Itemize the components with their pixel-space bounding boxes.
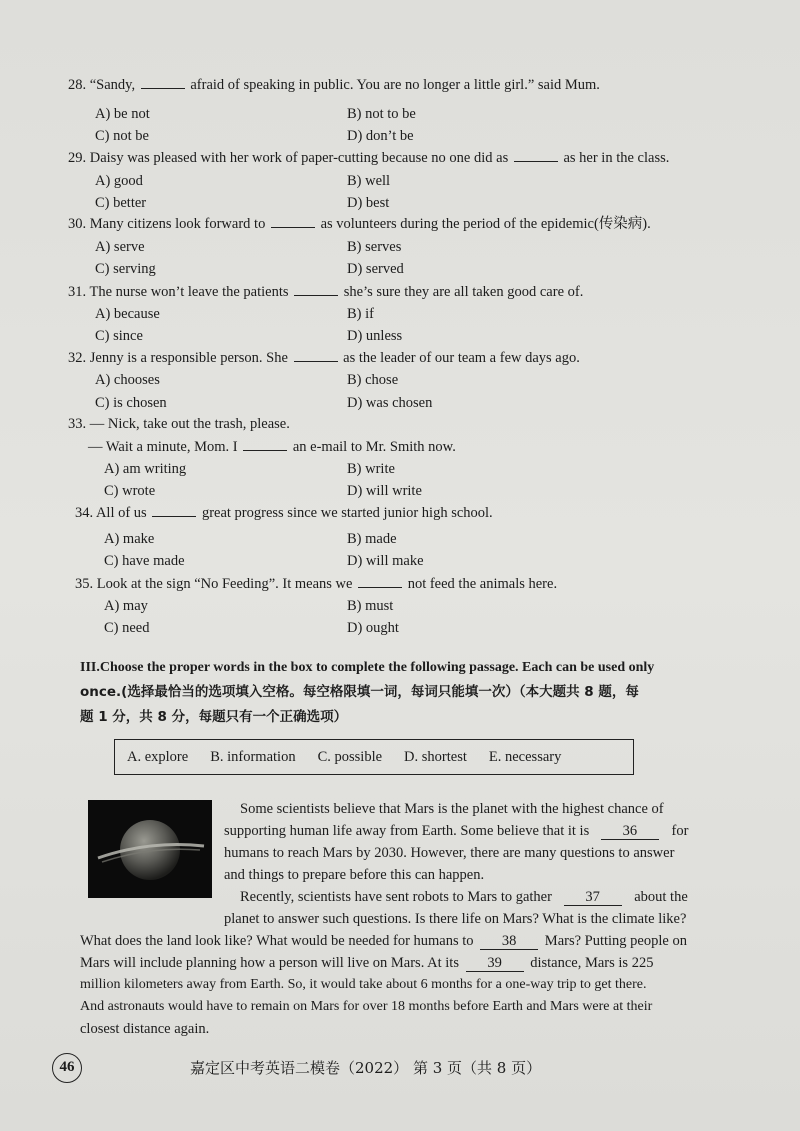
option-c: C) need [104,620,150,636]
option-c: C) since [95,328,143,344]
passage-line: Some scientists believe that Mars is the planet with the highest chance of [240,801,664,817]
question-text: an e-mail to Mr. Smith now. [289,439,456,455]
passage-text: Mars will include planning how a person will live on Mars. At its [80,955,459,971]
passage-text: Recently, scientists have sent robots to Mars to gather [240,889,552,905]
option-d: D) don’t be [347,128,414,144]
mars-planet-image [88,800,212,898]
word-box [114,739,634,775]
question-text: 29. Daisy was pleased with her work of paper-cutting because no one did as [68,150,512,166]
option-d: D) unless [347,328,403,344]
planet-illustration [88,800,212,898]
question-29 [68,149,669,167]
passage-text: What does the land look like? What would be needed for humans to [80,933,474,949]
question-text: 28. “Sandy, [68,77,139,93]
question-text: — Wait a minute, Mom. I [88,439,242,455]
passage-line [224,820,716,842]
passage-line [80,952,716,974]
option-a: A) good [95,173,143,189]
option-a: A) chooses [95,372,160,388]
section-3-line-3: 题 1 分，共 8 分，每题只有一个正确选项） [80,709,348,725]
passage-text: about the [634,889,688,905]
question-text: great progress since we started junior high school. [198,505,493,521]
option-b: B) if [347,306,374,322]
question-35 [75,575,557,593]
option-b: B) made [347,531,397,547]
question-text: 31. The nurse won’t leave the patients [68,284,293,300]
passage-line: humans to reach Mars by 2030. However, there are many questions to answer [224,845,675,861]
page-number-badge: 46 [52,1053,82,1083]
page-footer: 嘉定区中考英语二模卷（2022） 第 3 页（共 8 页） [190,1059,542,1077]
answer-blank [141,76,185,89]
word-option-e: E. necessary [488,748,562,765]
option-d: D) served [347,261,404,277]
option-a: A) make [104,531,155,547]
option-c: C) wrote [104,483,156,499]
question-text: 34. All of us [75,505,151,521]
answer-blank [358,575,402,588]
passage-line: planet to answer such questions. Is there life on Mars? What is the climate like? [224,911,687,927]
option-c: C) not be [95,128,149,144]
option-a: A) serve [95,239,145,255]
question-text: as her in the class. [559,150,670,166]
answer-blank-37: 37 [564,889,622,906]
question-33: 33. — Nick, take out the trash, please. [68,416,290,432]
passage-text: distance, Mars is 225 [530,955,654,971]
answer-blank-36: 36 [601,823,659,840]
passage-line: million kilometers away from Earth. So, it would take about 6 months for a one-way trip to get there. [80,977,647,992]
answer-blank [271,215,315,228]
answer-blank [243,438,287,451]
option-b: B) must [347,598,394,614]
option-c: C) is chosen [95,395,167,411]
option-a: A) because [95,306,160,322]
passage-text: supporting human life away from Earth. Some believe that it is [224,823,590,839]
question-text: as volunteers during the period of the epidemic(传染病). [316,216,651,232]
option-d: D) ought [347,620,399,636]
answer-blank-39: 39 [466,955,524,972]
option-b: B) not to be [347,106,416,122]
question-text: she’s sure they are all taken good care of. [340,284,584,300]
question-33-reply [88,438,456,456]
question-30 [68,215,651,233]
answer-blank-38: 38 [480,933,538,950]
option-d: D) will make [347,553,424,569]
option-c: C) serving [95,261,156,277]
question-text: 32. Jenny is a responsible person. She [68,350,292,366]
passage-line: And astronauts would have to remain on Mars for over 18 months before Earth and Mars were at their [80,999,653,1014]
option-d: D) will write [347,483,422,499]
option-b: B) well [347,173,391,189]
passage-line: closest distance again. [80,1021,210,1037]
word-option-a: A. explore [127,748,189,765]
question-28 [68,76,600,94]
answer-blank [152,504,196,517]
option-d: D) best [347,195,390,211]
option-d: D) was chosen [347,395,433,411]
option-b: B) serves [347,239,402,255]
question-31 [68,283,583,301]
passage-line [80,930,716,952]
question-text: as the leader of our team a few days ago. [339,350,580,366]
question-text: not feed the animals here. [404,576,558,592]
answer-blank [514,149,558,162]
option-b: B) write [347,461,395,477]
passage-text: for [671,823,689,839]
word-option-b: B. information [210,748,296,765]
question-text: 35. Look at the sign “No Feeding”. It means we [75,576,357,592]
passage-text: Mars? Putting people on [544,933,687,949]
question-text: afraid of speaking in public. You are no longer a little girl.” said Mum. [186,77,600,93]
passage-line: and things to prepare before this can happen. [224,867,485,883]
option-a: A) be not [95,106,150,122]
section-3-line-1: III.Choose the proper words in the box to complete the following passage. Each can be used only [80,660,655,675]
question-32 [68,349,580,367]
section-3-instructions [80,655,720,730]
option-a: A) am writing [104,461,187,477]
passage-line [224,886,716,908]
option-b: B) chose [347,372,399,388]
option-a: A) may [104,598,148,614]
section-3-line-2: once.(选择最恰当的选项填入空格。每空格限填一词，每词只能填一次）（本大题共 8 题，每 [80,684,639,700]
question-34 [75,504,493,522]
passage-paragraph-1 [224,798,716,930]
passage-paragraph-2 [80,930,716,1040]
question-text: 30. Many citizens look forward to [68,216,269,232]
answer-blank [294,349,338,362]
option-c: C) better [95,195,147,211]
answer-blank [294,283,338,296]
option-c: C) have made [104,553,185,569]
word-option-c: C. possible [317,748,383,765]
word-option-d: D. shortest [404,748,467,765]
